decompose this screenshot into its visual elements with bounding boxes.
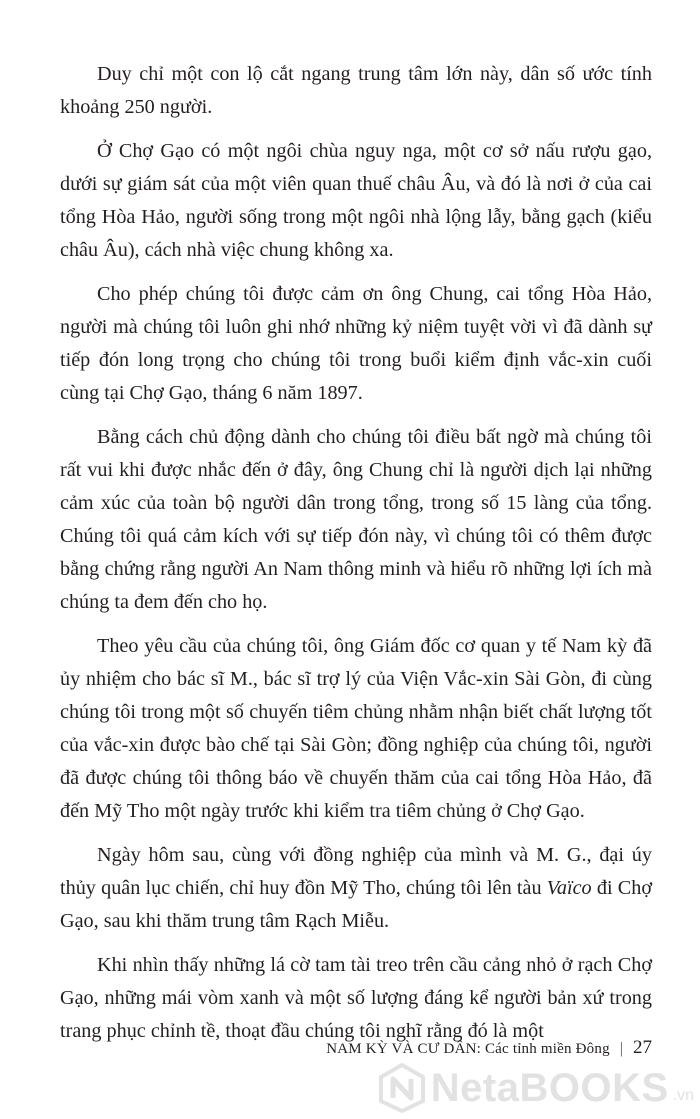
watermark-brand: NetaBOOKS [430, 1065, 669, 1110]
page-footer [326, 1037, 652, 1059]
paragraph-6-end: đi Chợ Gạo, sau khi thăm trung tâm Rạch Miễu. [60, 877, 653, 932]
page-body [60, 58, 652, 1059]
running-title: NAM KỲ VÀ CƯ DÂN: Các tỉnh miền Đông [326, 1041, 610, 1057]
ship-name: Vaïco [546, 877, 592, 899]
paragraph-6-start: Ngày hôm sau, cùng với đồng nghiệp của mình và M. G., đại úy thủy quân lục chiến, chỉ huy đồn Mỹ Tho, chúng tôi lên tàu [60, 844, 652, 899]
paragraph-2: Ở Chợ Gạo có một ngôi chùa nguy nga, một cơ sở nấu rượu gạo, dưới sự giám sát của một viên quan thuế châu Âu, và đó là nơi ở của cai tổng Hòa Hảo, người sống trong một ngôi nhà lộng lẫy, bằng gạch (kiểu châu Âu), cách nhà việc chung không xa. [60, 140, 652, 261]
netabooks-logo-icon [377, 1063, 427, 1113]
page-number: 27 [633, 1037, 652, 1058]
footer-separator: | [619, 1040, 623, 1057]
paragraph-6 [60, 839, 652, 938]
paragraph-5: Theo yêu cầu của chúng tôi, ông Giám đốc cơ quan y tế Nam kỳ đã ủy nhiệm cho bác sĩ M., bác sĩ trợ lý của Viện Vắc-xin Sài Gòn, đi cùng chúng tôi trong một số chuyến tiêm chủng nhằm nhận biết chất lượng tốt của vắc-xin được bào chế tại Sài Gòn; đồng nghiệp của chúng tôi, người đã được chúng tôi thông báo về chuyến thăm của cai tổng Hòa Hảo, đã đến Mỹ Tho một ngày trước khi kiểm tra tiêm chủng ở Chợ Gạo. [60, 635, 652, 822]
paragraph-7: Khi nhìn thấy những lá cờ tam tài treo trên cầu cảng nhỏ ở rạch Chợ Gạo, những mái vòm xanh và một số lượng đáng kể người bản xứ trong trang phục chỉnh tề, thoạt đầu chúng tôi nghĩ rằng đó là một [60, 954, 652, 1042]
watermark-suffix: .vn [672, 1087, 694, 1104]
paragraph-4: Bằng cách chủ động dành cho chúng tôi điều bất ngờ mà chúng tôi rất vui khi được nhắc đến ở đây, ông Chung chỉ là người dịch lại những cảm xúc của toàn bộ người dân trong tổng, trong số 15 làng của tổng. Chúng tôi quá cảm kích với sự tiếp đón này, vì chúng tôi có thêm được bằng chứng rằng người An Nam thông minh và hiểu rõ những lợi ích mà chúng ta đem đến cho họ. [60, 426, 652, 613]
paragraph-3: Cho phép chúng tôi được cảm ơn ông Chung, cai tổng Hòa Hảo, người mà chúng tôi luôn ghi nhớ những kỷ niệm tuyệt vời vì đã dành sự tiếp đón long trọng cho chúng tôi trong buổi kiểm định vắc-xin cuối cùng tại Chợ Gạo, tháng 6 năm 1897. [60, 283, 652, 404]
paragraph-1: Duy chỉ một con lộ cắt ngang trung tâm lớn này, dân số ước tính khoảng 250 người. [60, 63, 652, 118]
watermark [377, 1063, 694, 1113]
